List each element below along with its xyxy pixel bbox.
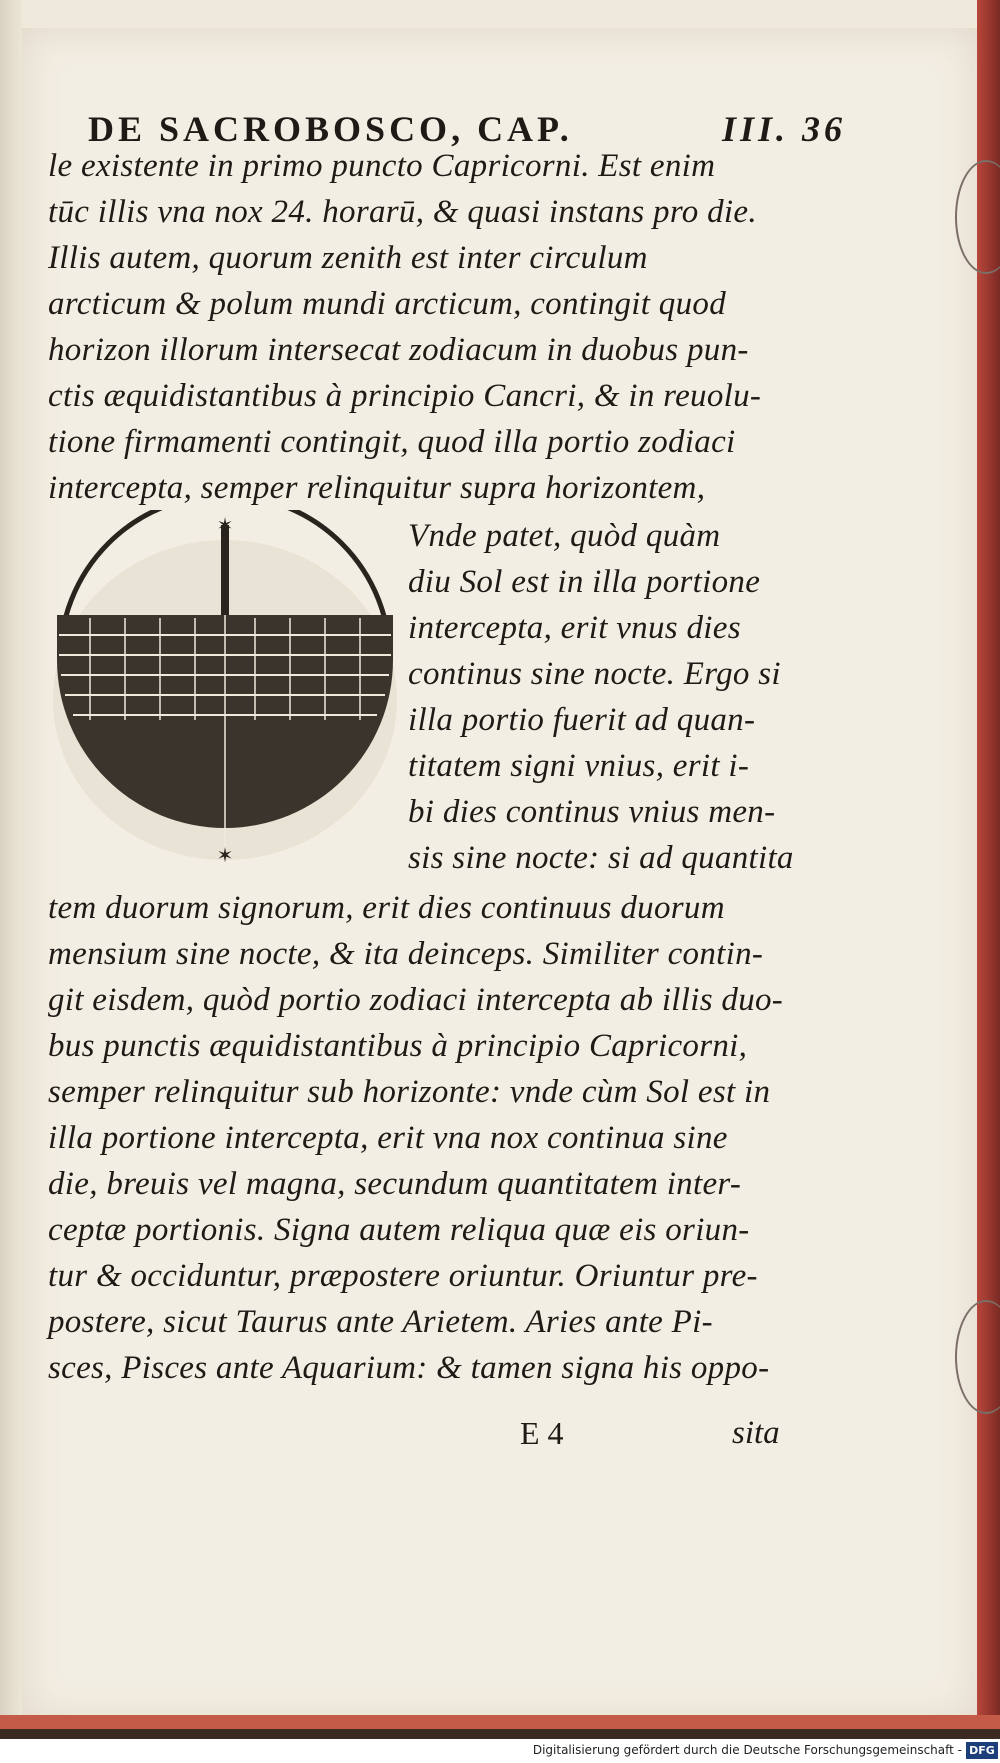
text-line: arcticum & polum mundi arcticum, contingit quod [48,286,726,322]
spine-edge [0,0,22,1725]
text-line: die, breuis vel magna, secundum quantitatem inter- [48,1166,742,1202]
text-line: ctis æquidistantibus à principio Cancri, & in reuolu- [48,378,762,414]
text-line: sces, Pisces ante Aquarium: & tamen signa his oppo- [48,1350,770,1386]
text-line: tione firmamenti contingit, quod illa portio zodiaci [48,424,736,460]
text-line: diu Sol est in illa portione [408,564,761,600]
text-line: tur & occiduntur, præpostere oriuntur. Oriuntur pre- [48,1258,758,1294]
text-line: continus sine nocte. Ergo si [408,656,781,692]
svg-text:✶: ✶ [216,513,234,537]
text-line: tūc illis vna nox 24. horarū, & quasi instans pro die. [48,194,757,230]
credit-bar [0,1739,1000,1763]
text-line: postere, sicut Taurus ante Arietem. Aries ante Pi- [48,1304,713,1340]
signature-mark: E 4 [520,1415,564,1451]
bottom-edge [0,1715,1000,1729]
running-head: DE SACROBOSCO, CAP. [88,109,573,149]
text-line: illa portione intercepta, erit vna nox continua sine [48,1120,728,1156]
text-line: ceptæ portionis. Signa autem reliqua quæ eis oriun- [48,1212,750,1248]
text-line: sis sine nocte: si ad quantita [408,840,794,876]
text-line: tem duorum signorum, erit dies continuus duorum [48,890,725,926]
dfg-logo: DFG [966,1742,998,1759]
text-line: git eisdem, quòd portio zodiaci intercepta ab illis duo- [48,982,784,1018]
text-line: mensium sine nocte, & ita deinceps. Similiter contin- [48,936,764,972]
text-line: bus punctis æquidistantibus à principio Capricorni, [48,1028,748,1064]
text-line: intercepta, semper relinquitur supra horizontem, [48,470,706,506]
catchword: sita [732,1415,780,1451]
text-line: semper relinquitur sub horizonte: vnde cùm Sol est in [48,1074,771,1110]
text-line: intercepta, erit vnus dies [408,610,741,646]
text-line: titatem signi vnius, erit i- [408,748,750,784]
text-line: illa portio fuerit ad quan- [408,702,756,738]
text-line: Illis autem, quorum zenith est inter circulum [48,240,648,276]
credit-text: Digitalisierung gefördert durch die Deutsche Forschungsgemeinschaft - [532,1743,962,1757]
sphere-woodcut-figure [45,510,405,880]
text-line: bi dies continus vnius men- [408,794,776,830]
text-line: le existente in primo puncto Capricorni. Est enim [48,148,716,184]
svg-text:✶: ✶ [216,843,234,867]
folio-number: III. 36 [722,109,847,149]
text-line: Vnde patet, quòd quàm [408,518,721,554]
text-line: horizon illorum intersecat zodiacum in duobus pun- [48,332,749,368]
